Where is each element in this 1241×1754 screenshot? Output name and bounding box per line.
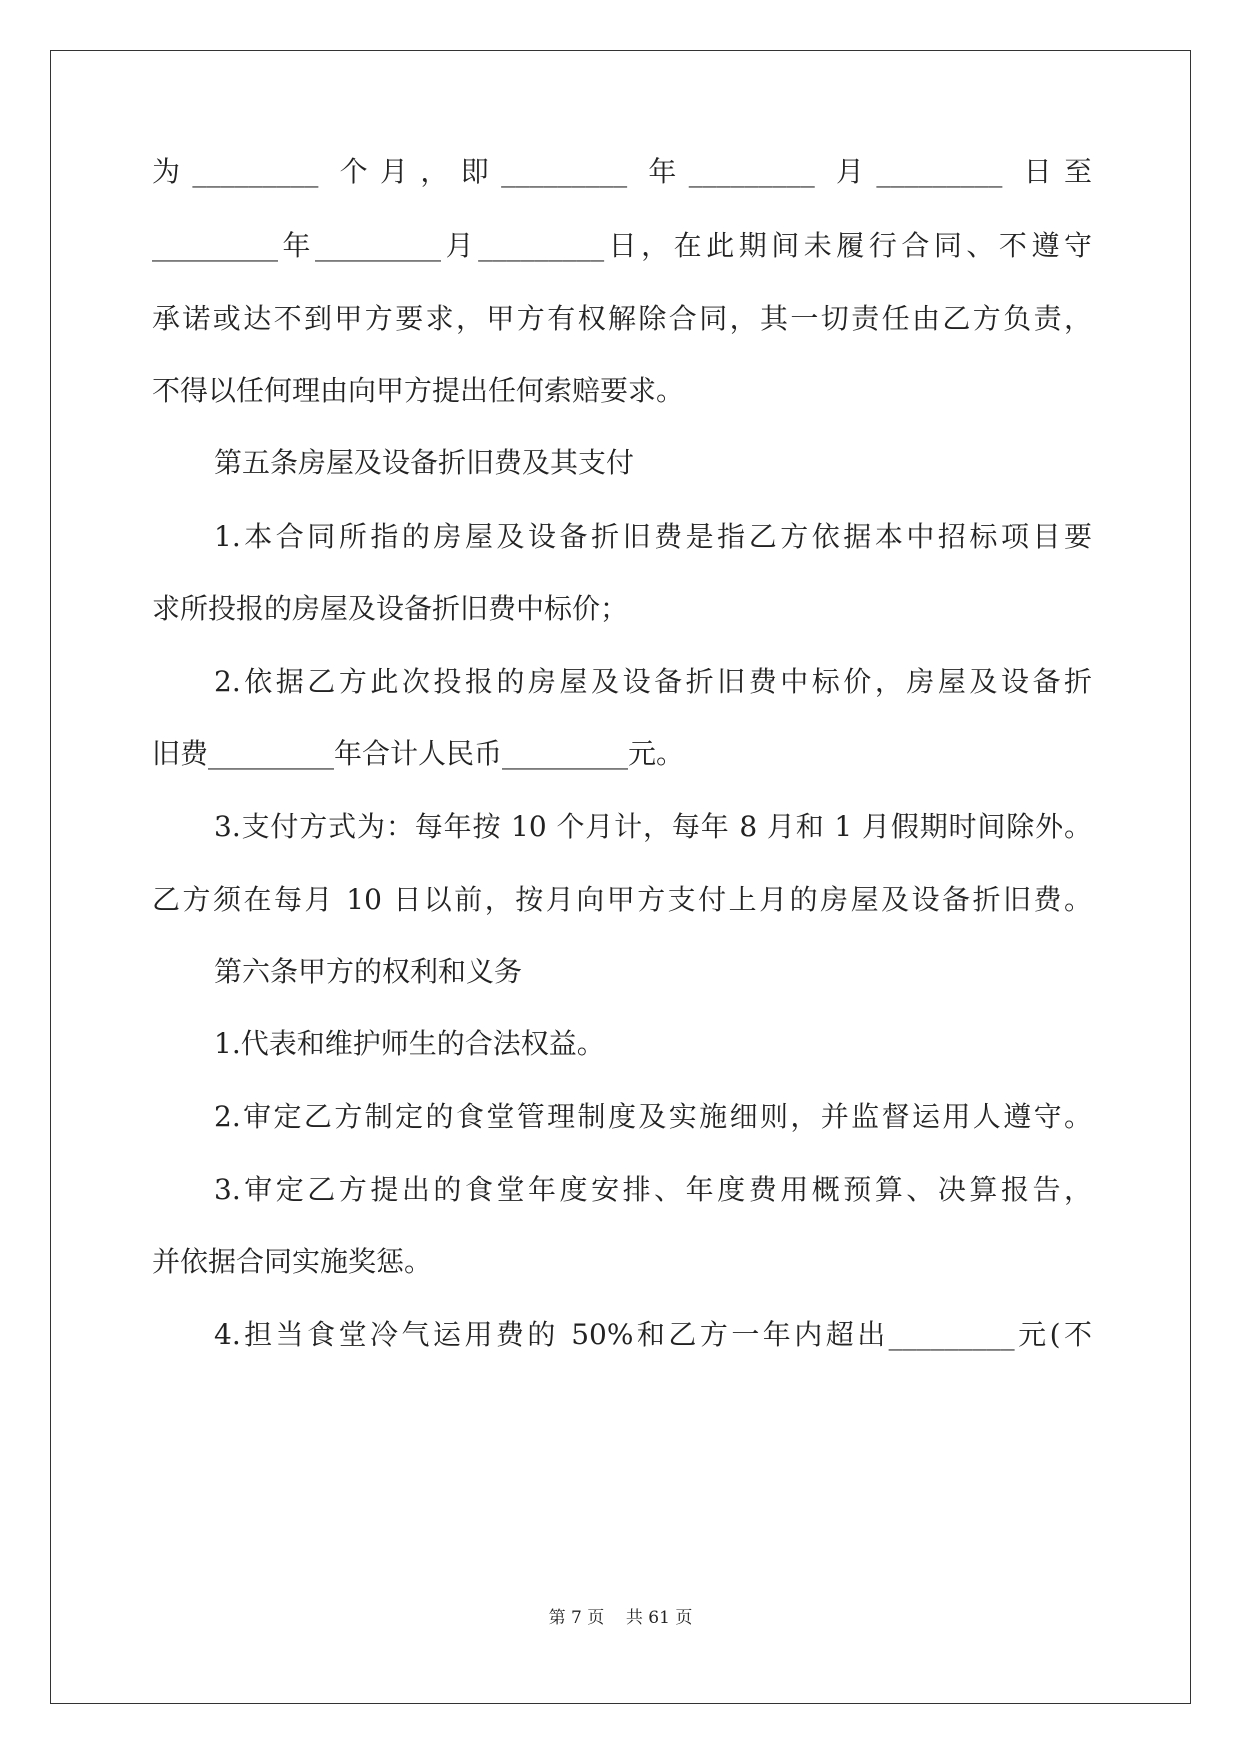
clause-line-5-1b: 求所投报的房屋及设备折旧费中标价； xyxy=(152,592,629,625)
clause-line-5-3a: 3.支付方式为：每年按 10 个月计，每年 8 月和 1 月假期时间除外。 xyxy=(214,810,1092,843)
clause-line-6-4a: 4.担当食堂冷气运用费的 50%和乙方一年内超出_________元(不 xyxy=(214,1318,1092,1351)
page-number-footer: 第 7 页 共 61 页 xyxy=(548,1608,693,1628)
section-heading-6: 第六条甲方的权利和义务 xyxy=(214,955,523,988)
clause-line-5-1a: 1.本合同所指的房屋及设备折旧费是指乙方依据本中招标项目要 xyxy=(214,520,1092,553)
clause-line-5-3b: 乙方须在每月 10 日以前，按月向甲方支付上月的房屋及设备折旧费。 xyxy=(152,883,1092,916)
clause-line-5-2b: 旧费_________年合计人民币_________元。 xyxy=(152,737,685,770)
paragraph-line-2: _________年_________月_________日，在此期间未履行合同、不遵守 xyxy=(152,229,1092,262)
clause-line-6-2: 2.审定乙方制定的食堂管理制度及实施细则，并监督运用人遵守。 xyxy=(214,1100,1092,1133)
paragraph-line-1: 为_________ 个月，即_________ 年_________ 月_________ 日至 xyxy=(152,155,1092,188)
paragraph-line-3: 承诺或达不到甲方要求，甲方有权解除合同，其一切责任由乙方负责， xyxy=(152,302,1092,335)
clause-line-6-3b: 并依据合同实施奖惩。 xyxy=(152,1245,433,1278)
clause-line-6-1: 1.代表和维护师生的合法权益。 xyxy=(214,1027,605,1060)
clause-line-6-3a: 3.审定乙方提出的食堂年度安排、年度费用概预算、决算报告， xyxy=(214,1173,1092,1206)
clause-line-5-2a: 2.依据乙方此次投报的房屋及设备折旧费中标价，房屋及设备折 xyxy=(214,665,1092,698)
paragraph-line-4: 不得以任何理由向甲方提出任何索赔要求。 xyxy=(152,374,685,407)
section-heading-5: 第五条房屋及设备折旧费及其支付 xyxy=(214,446,635,479)
